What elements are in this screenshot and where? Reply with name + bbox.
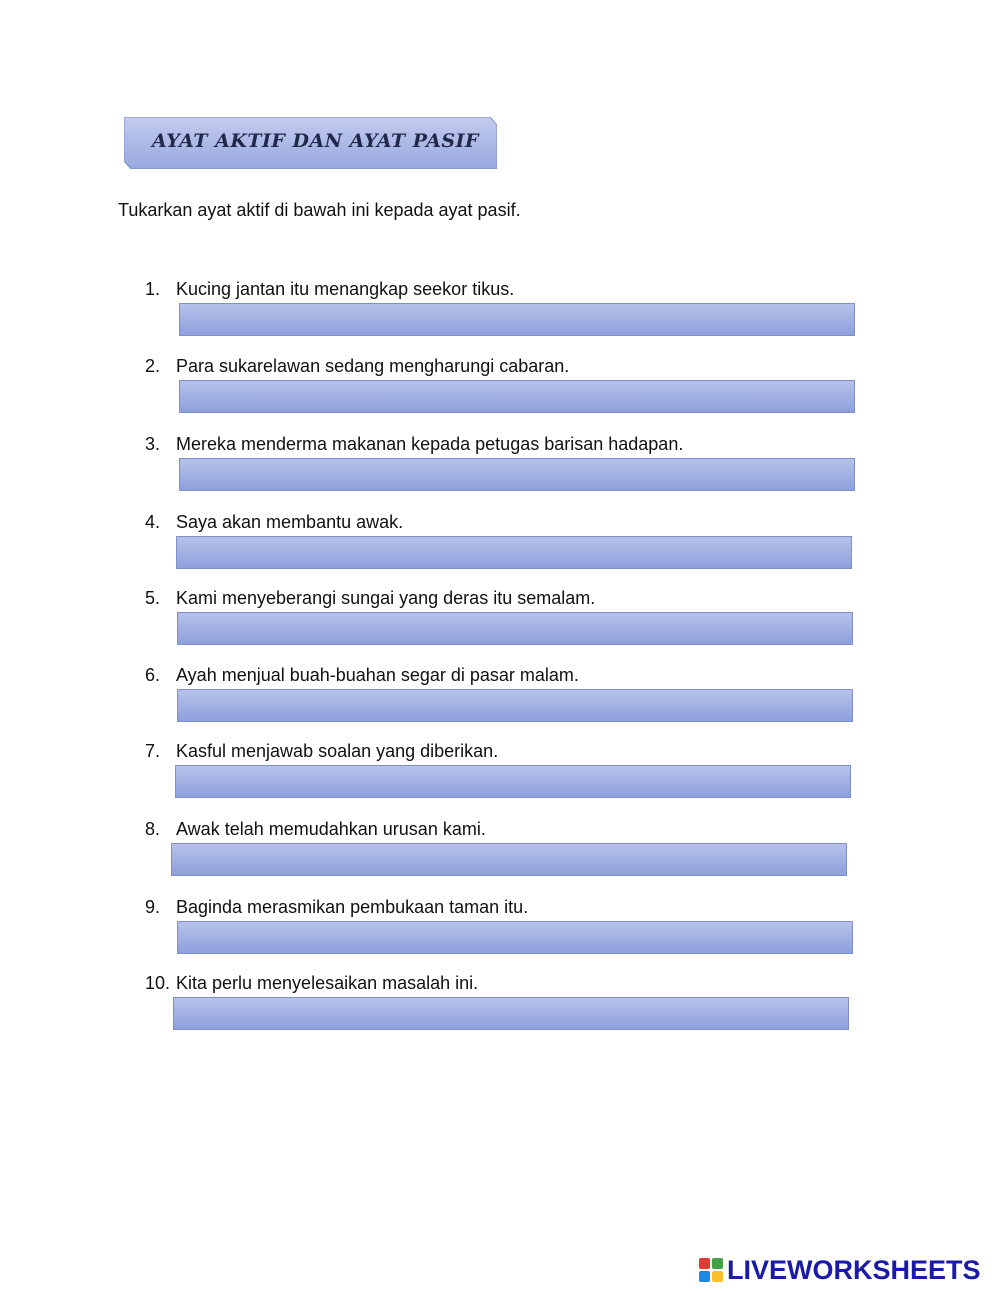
logo-text: LIVEWORKSHEETS <box>727 1254 981 1285</box>
answer-input[interactable] <box>179 303 855 336</box>
question-text: Kita perlu menyelesaikan masalah ini. <box>176 973 479 993</box>
title-banner <box>124 117 497 169</box>
answer-input[interactable] <box>176 536 852 569</box>
logo-mark-icon <box>699 1258 723 1282</box>
question-item <box>0 897 1000 967</box>
answer-input[interactable] <box>171 843 847 876</box>
question-item <box>0 434 1000 504</box>
liveworksheets-logo <box>699 1255 981 1285</box>
question-number: 8. <box>145 819 161 839</box>
question-text: Mereka menderma makanan kepada petugas barisan hadapan. <box>176 434 684 454</box>
question-number: 3. <box>145 434 161 454</box>
question-number: 2. <box>145 356 161 376</box>
answer-input[interactable] <box>173 997 849 1030</box>
question-text: Saya akan membantu awak. <box>176 512 404 532</box>
question-item <box>0 279 1000 349</box>
question-number: 10. <box>145 973 171 993</box>
question-number: 5. <box>145 588 161 608</box>
question-text: Para sukarelawan sedang mengharungi cabaran. <box>176 356 570 376</box>
answer-input[interactable] <box>179 458 855 491</box>
answer-input[interactable] <box>175 765 851 798</box>
instruction-text: Tukarkan ayat aktif di bawah ini kepada ayat pasif. <box>118 200 521 220</box>
question-number: 6. <box>145 665 161 685</box>
page-title: AYAT AKTIF DAN AYAT PASIF <box>152 130 480 152</box>
question-item <box>0 588 1000 658</box>
answer-input[interactable] <box>177 612 853 645</box>
question-item <box>0 973 1000 1043</box>
question-item <box>0 665 1000 735</box>
answer-input[interactable] <box>177 689 853 722</box>
question-text: Ayah menjual buah-buahan segar di pasar malam. <box>176 665 579 685</box>
question-item <box>0 819 1000 889</box>
question-text: Kasful menjawab soalan yang diberikan. <box>176 741 499 761</box>
question-number: 9. <box>145 897 161 917</box>
answer-input[interactable] <box>177 921 853 954</box>
question-item <box>0 356 1000 426</box>
question-number: 4. <box>145 512 161 532</box>
question-text: Awak telah memudahkan urusan kami. <box>176 819 486 839</box>
question-number: 7. <box>145 741 161 761</box>
question-item <box>0 512 1000 582</box>
question-text: Kami menyeberangi sungai yang deras itu semalam. <box>176 588 596 608</box>
question-number: 1. <box>145 279 161 299</box>
question-text: Baginda merasmikan pembukaan taman itu. <box>176 897 529 917</box>
answer-input[interactable] <box>179 380 855 413</box>
question-item <box>0 741 1000 811</box>
question-text: Kucing jantan itu menangkap seekor tikus. <box>176 279 515 299</box>
